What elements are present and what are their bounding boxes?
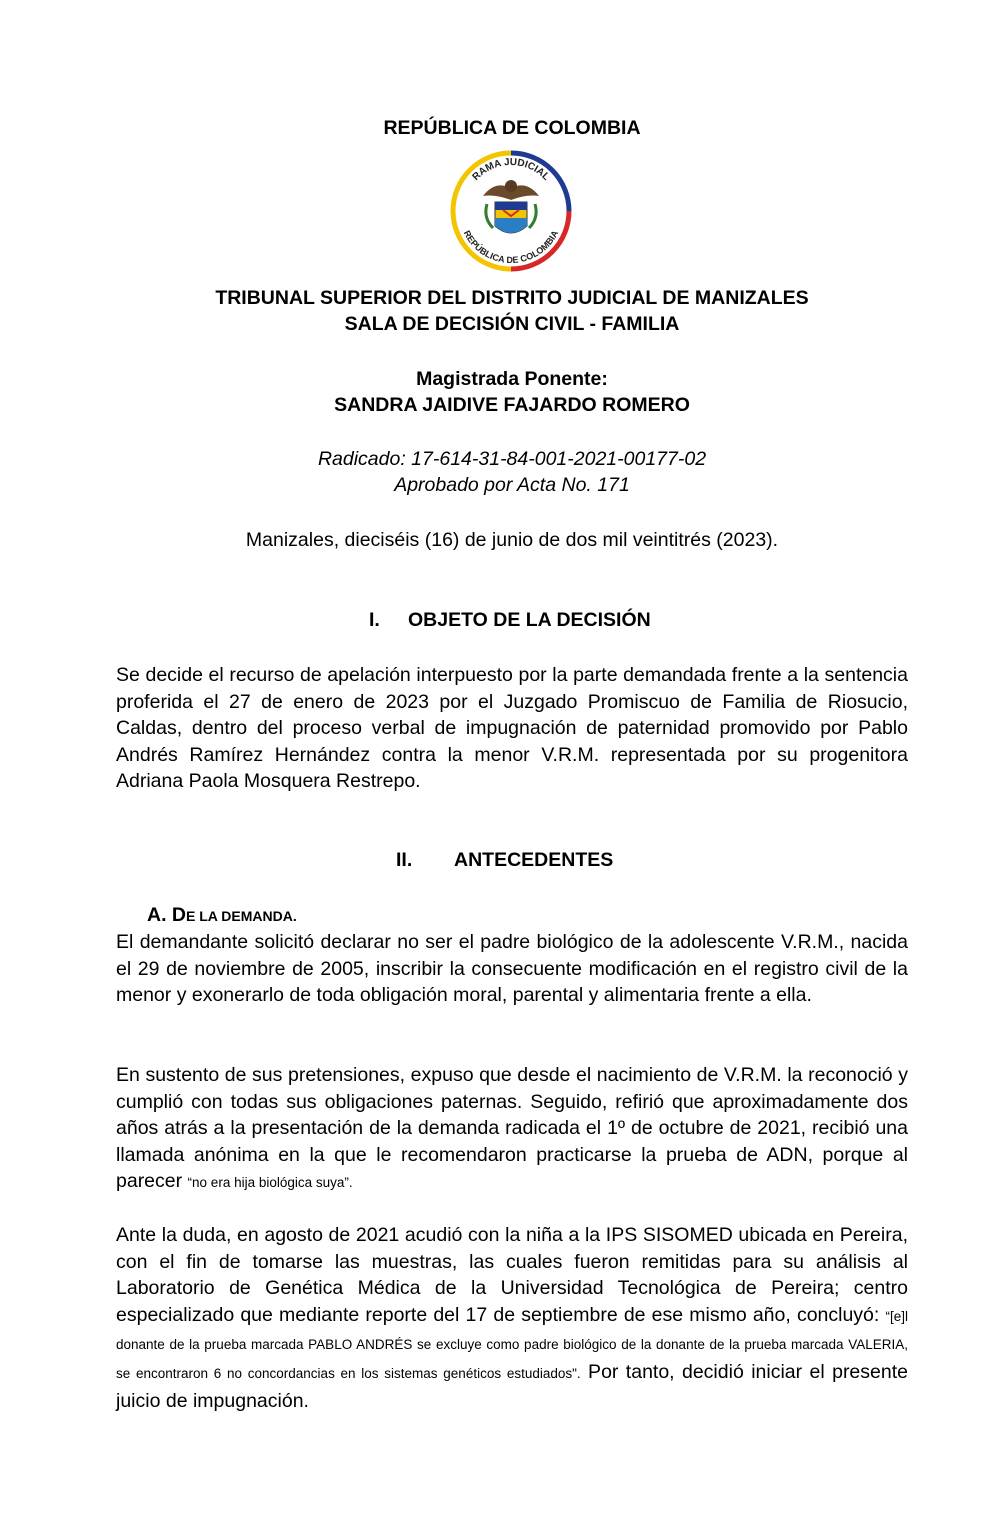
demanda-paragraph-2 [116,1062,908,1197]
court-name: TRIBUNAL SUPERIOR DEL DISTRITO JUDICIAL DE MANIZALES [215,287,809,309]
paragraph-3-ending: Por tanto, decidió iniciar el presente juicio de impugnación. [116,1360,908,1412]
subsection-dot: . [292,908,297,924]
subsection-letter: A. [147,904,167,926]
country-heading: REPÚBLICA DE COLOMBIA [383,117,641,139]
paragraph-2-quote: “no era hija biológica suya”. [187,1175,353,1191]
section-1-paragraph: Se decide el recurso de apelación interpuesto por la parte demandada frente a la sentencia proferida el 27 de enero de 2023 por el Juzgado Promiscuo de Familia de Riosucio, Caldas, dentro del proceso verbal de impugnación de paternidad promovido por Pablo Andrés Ramírez Hernández contra la menor V.R.M. representada por su progenitora Adriana Paola Mosquera Restrepo. [116,664,908,793]
demanda-paragraph-3 [116,1222,908,1414]
ponente-name: SANDRA JAIDIVE FAJARDO ROMERO [334,394,690,416]
section-2-title: ANTECEDENTES [454,849,614,871]
subsection-title: E LA DEMANDA [186,908,293,924]
chamber-name: SALA DE DECISIÓN CIVIL - FAMILIA [344,313,680,335]
ponente-label: Magistrada Ponente: [416,368,608,390]
acta-number: Aprobado por Acta No. 171 [394,474,630,496]
paragraph-3-quote: “[e]l donante de la prueba marcada PABLO ANDRÉS se excluye como padre biológico de la donante de la prueba marcada VALERIA, se encontraron 6 no concordancias en los sistemas genéticos estudiados". [116,1308,908,1381]
demanda-paragraph-1: El demandante solicitó declarar no ser el padre biológico de la adolescente V.R.M., nacida el 29 de noviembre de 2005, inscribir la consecuente modificación en el registro civil de la menor y exonerarlo de toda obligación moral, parental y alimentaria frente a ella. [116,931,908,1007]
logo-top-text: RAMA JUDICIAL [470,156,552,183]
subsection-initial: D [171,904,187,926]
paragraph-3-text: Ante la duda, en agosto de 2021 acudió con la niña a la IPS SISOMED ubicada en Pereira, con el fin de tomarse las muestras, las cuales fueron remitidas para su análisis al Laboratorio de Genética Médica de la Universidad Tecnológica de Pereira; centro especializado que mediante reporte del 17 de septiembre de ese mismo año, concluyó: [116,1224,908,1326]
document-date: Manizales, dieciséis (16) de junio de dos mil veintitrés (2023). [245,529,779,551]
section-1-number: I. [369,609,380,631]
subsection-a-heading [147,904,297,927]
section-2-number: II. [396,849,413,871]
rama-judicial-seal-logo [443,144,579,278]
logo-bottom-text: REPÚBLICA DE COLOMBIA [461,228,561,266]
paragraph-2-text: En sustento de sus pretensiones, expuso que desde el nacimiento de V.R.M. la reconoció y cumplió con todas sus obligaciones paternas. Seguido, refirió que aproximadamente dos años atrás a la presentación de la demanda radicada el 1º de octubre de 2021, recibió una llamada anónima en la que le recomendaron practicarse la prueba de ADN, porque al parecer [116,1064,908,1193]
radicado: Radicado: 17-614-31-84-001-2021-00177-02 [317,448,707,470]
section-1-title: OBJETO DE LA DECISIÓN [408,609,651,631]
